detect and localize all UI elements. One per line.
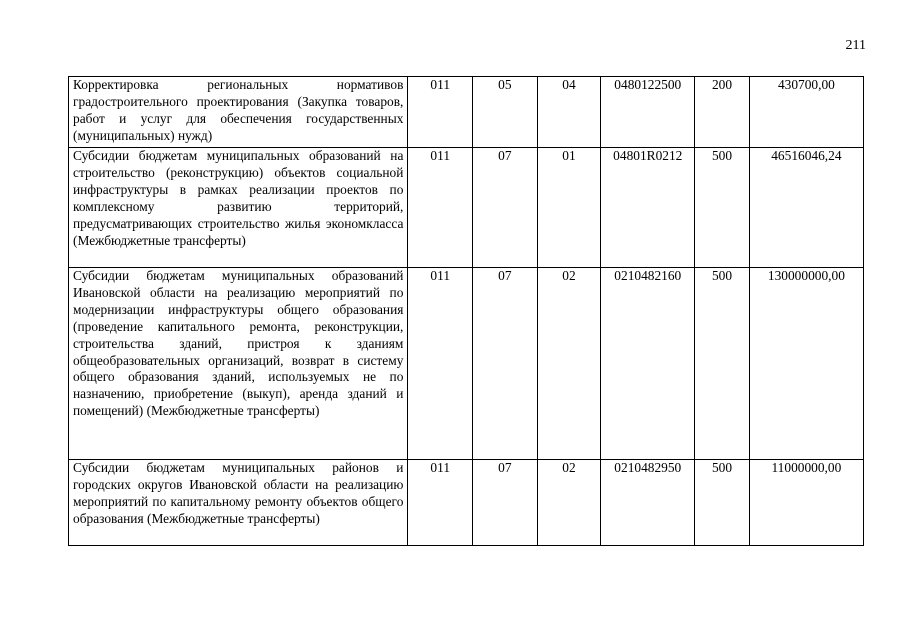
amount: 430700,00 xyxy=(749,77,863,148)
table-row xyxy=(69,77,864,148)
expense-type-code: 200 xyxy=(695,77,750,148)
page-number: 211 xyxy=(845,38,866,53)
row-description: Субсидии бюджетам муниципальных районов и городских округов Ивановской области на реализацию мероприятий по капитальному ремонту объектов общего образования (Межбюджетные трансферты) xyxy=(69,460,408,546)
budget-table xyxy=(68,76,864,546)
subsection-code: 02 xyxy=(537,268,601,460)
subsection-code: 02 xyxy=(537,460,601,546)
target-article-code: 04801R0212 xyxy=(601,148,695,268)
expense-type-code: 500 xyxy=(695,460,750,546)
ministry-code: 011 xyxy=(408,77,473,148)
section-code: 07 xyxy=(473,268,538,460)
section-code: 07 xyxy=(473,148,538,268)
target-article-code: 0210482950 xyxy=(601,460,695,546)
table-row xyxy=(69,148,864,268)
row-description: Субсидии бюджетам муниципальных образований на строительство (реконструкцию) объектов социальной инфраструктуры в рамках реализации проектов по комплексному развитию территорий, предусматривающих строительство жилья экономкласса (Межбюджетные трансферты) xyxy=(69,148,408,268)
row-description: Корректировка региональных нормативов градостроительного проектирования (Закупка товаров, работ и услуг для обеспечения государственных (муниципальных) нужд) xyxy=(69,77,408,148)
section-code: 07 xyxy=(473,460,538,546)
ministry-code: 011 xyxy=(408,460,473,546)
table-row xyxy=(69,460,864,546)
expense-type-code: 500 xyxy=(695,268,750,460)
target-article-code: 0480122500 xyxy=(601,77,695,148)
ministry-code: 011 xyxy=(408,148,473,268)
subsection-code: 01 xyxy=(537,148,601,268)
amount: 130000000,00 xyxy=(749,268,863,460)
amount: 46516046,24 xyxy=(749,148,863,268)
section-code: 05 xyxy=(473,77,538,148)
table-row xyxy=(69,268,864,460)
target-article-code: 0210482160 xyxy=(601,268,695,460)
row-description: Субсидии бюджетам муниципальных образований Ивановской области на реализацию мероприятий по модернизации инфраструктуры общего образования (проведение капитального ремонта, реконструкции, строительства зданий, пристроя к зданиям общеобразовательных организаций, возврат в систему общего образования зданий, используемых не по назначению, приобретение (выкуп), аренда зданий и помещений) (Межбюджетные трансферты) xyxy=(69,268,408,460)
amount: 11000000,00 xyxy=(749,460,863,546)
expense-type-code: 500 xyxy=(695,148,750,268)
ministry-code: 011 xyxy=(408,268,473,460)
subsection-code: 04 xyxy=(537,77,601,148)
